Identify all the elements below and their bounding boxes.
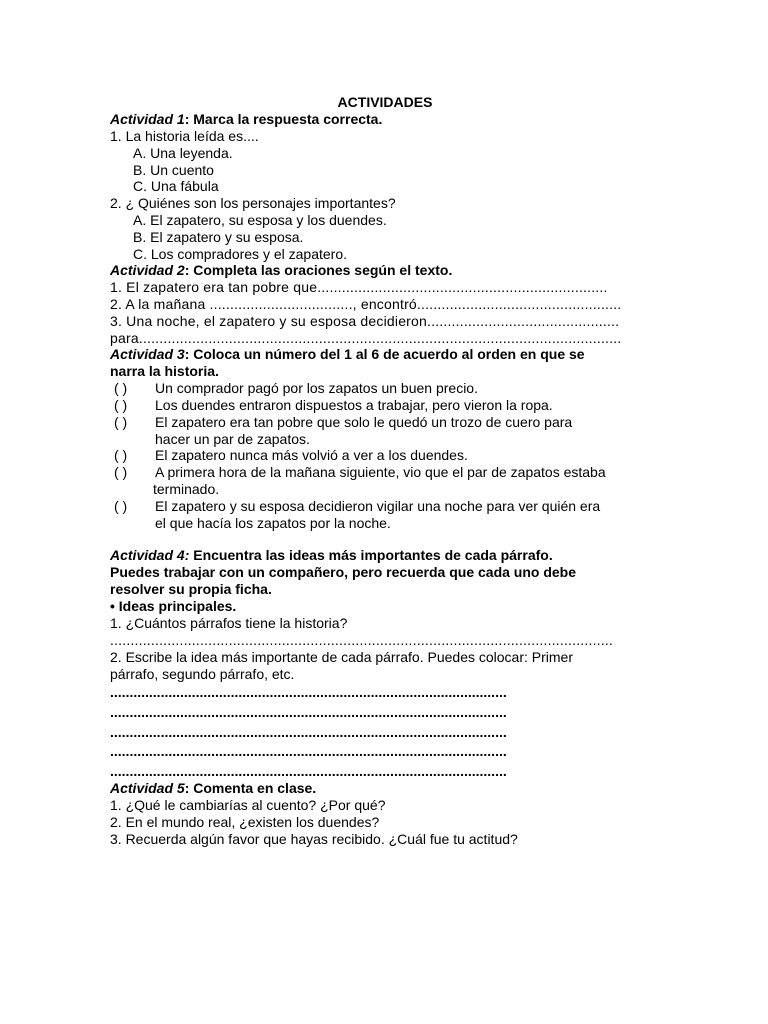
option-1-1-a: A. Una leyenda. [133,145,233,161]
activity-5-heading [110,780,660,797]
activity-2-instruction: : Completa las oraciones según el texto. [184,262,453,278]
option-1-1-b: B. Un cuento [133,162,214,178]
answer-line-4-2-1: ...................................................................................................... [110,684,507,700]
answer-line-4-2-2: ...................................................................................................... [110,704,507,720]
question-4-1: 1. ¿Cuántos párrafos tiene la historia? [110,615,348,631]
activity-1-instruction: : Marca la respuesta correcta. [184,111,383,127]
activity-1-heading [110,111,660,128]
activity-3-instruction: : Coloca un número del 1 al 6 de acuerdo al orden en que se [184,346,585,362]
question-1-2: 2. ¿ Quiénes son los personajes importantes? [110,195,396,211]
ideas-subheading [110,598,660,615]
question-5-3: 3. Recuerda algún favor que hayas recibido. ¿Cuál fue tu actitud? [110,831,518,847]
activity-4-instruction-3: resolver su propia ficha. [110,581,272,597]
ideas-subheading-text: Ideas principales. [114,598,237,614]
activity-4-label: Actividad 4: [110,547,190,563]
order-item-1: Un comprador pagó por los zapatos un buen precio. [155,380,478,396]
fill-line-1: 1. El zapatero era tan pobre que....................................................................... [110,279,608,295]
answer-line-4-2-4: ...................................................................................................... [110,743,507,759]
order-item-6: El zapatero y su esposa decidieron vigilar una noche para ver quién era [155,498,601,514]
activity-5-label: Actividad 5 [110,780,185,796]
option-1-1-c: C. Una fábula [133,178,219,194]
answer-line-4-2-3: ...................................................................................................... [110,724,507,740]
question-1-1: 1. La historia leída es.... [110,128,259,144]
order-box-2: ( ) [114,397,128,413]
question-4-2: 2. Escribe la idea más importante de cada párrafo. Puedes colocar: Primer [110,649,574,665]
order-item-3-cont: hacer un par de zapatos. [155,431,310,447]
order-box-1: ( ) [114,380,128,396]
activity-2-label: Actividad 2 [110,262,185,278]
fill-line-2: 2. A la mañana ..................................., encontró.................................................. [110,296,622,312]
order-item-3: El zapatero era tan pobre que solo le quedó un trozo de cuero para [155,414,573,430]
activity-4-instruction: Encuentra las ideas más importantes de cada párrafo. [189,547,553,563]
activity-3-instruction-cont: narra la historia. [110,363,219,379]
activity-4-instruction-2: Puedes trabajar con un compañero, pero recuerda que cada uno debe [110,564,577,580]
order-item-2: Los duendes entraron dispuestos a trabajar, pero vieron la ropa. [155,397,553,413]
activity-3-label: Actividad 3 [110,346,185,362]
question-5-1: 1. ¿Qué le cambiarías al cuento? ¿Por qué? [110,797,386,813]
activity-5-instruction: : Comenta en clase. [184,780,317,796]
order-box-6: ( ) [114,498,128,514]
bullet-icon: • [110,598,115,614]
activity-4-heading [110,547,660,564]
answer-line-4-1: ........................................................................................................................... [110,632,614,648]
option-1-2-c: C. Los compradores y el zapatero. [133,246,347,262]
fill-line-4: para...................................................................................................................... [110,330,622,346]
order-item-4: El zapatero nunca más volvió a ver a los duendes. [155,447,468,463]
order-box-3: ( ) [114,414,128,430]
option-1-2-b: B. El zapatero y su esposa. [133,229,304,245]
activity-3-heading [110,346,660,363]
order-box-4: ( ) [114,447,128,463]
activity-2-heading [110,262,660,279]
activity-1-label: Actividad 1 [110,111,185,127]
order-item-6-cont: el que hacía los zapatos por la noche. [155,515,391,531]
question-4-2-cont: párrafo, segundo párrafo, etc. [110,666,295,682]
order-box-5: ( ) [114,464,128,480]
fill-line-3: 3. Una noche, el zapatero y su esposa decidieron............................................... [110,313,620,329]
option-1-2-a: A. El zapatero, su esposa y los duendes. [133,212,387,228]
order-item-5: A primera hora de la mañana siguiente, vio que el par de zapatos estaba [155,464,606,480]
order-item-5-cont: terminado. [153,481,220,497]
question-5-2: 2. En el mundo real, ¿existen los duendes? [110,814,380,830]
page-title: ACTIVIDADES [337,94,433,110]
answer-line-4-2-5: ...................................................................................................... [110,763,507,779]
